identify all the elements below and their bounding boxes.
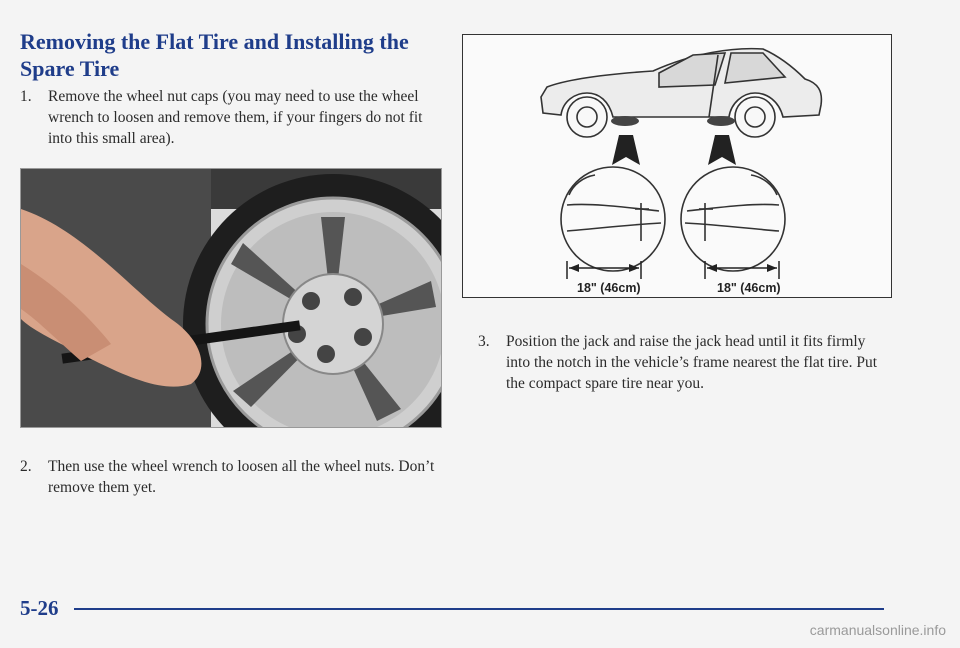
rear-distance-label: 18" (46cm) [717,281,781,295]
step-text: Remove the wheel nut caps (you may need to use the wheel wrench to loosen and remove them, if your fingers do not fit into this small area). [48,88,423,147]
watermark-text: carmanualsonline.info [809,622,946,638]
step-3 [478,331,888,394]
wheel-nut-photo [20,168,442,428]
jack-position-diagram [462,34,892,298]
step-number: 2. [20,458,32,475]
step-number: 1. [20,88,32,105]
step-number: 3. [478,333,490,350]
front-distance-label: 18" (46cm) [577,281,641,295]
step-1 [20,86,450,149]
step-text: Then use the wheel wrench to loosen all the wheel nuts. Don’t remove them yet. [48,458,435,496]
page-number: 5-26 [20,596,59,620]
step-text: Position the jack and raise the jack head until it fits firmly into the notch in the vehicle’s frame nearest the flat tire. Put the compact spare tire near you. [506,333,878,392]
wheel-wrench-illustration [21,169,441,427]
car-jack-points-illustration [463,35,891,297]
section-title: Removing the Flat Tire and Installing the Spare Tire [20,29,409,81]
footer-rule [74,608,884,610]
step-2 [20,456,450,498]
